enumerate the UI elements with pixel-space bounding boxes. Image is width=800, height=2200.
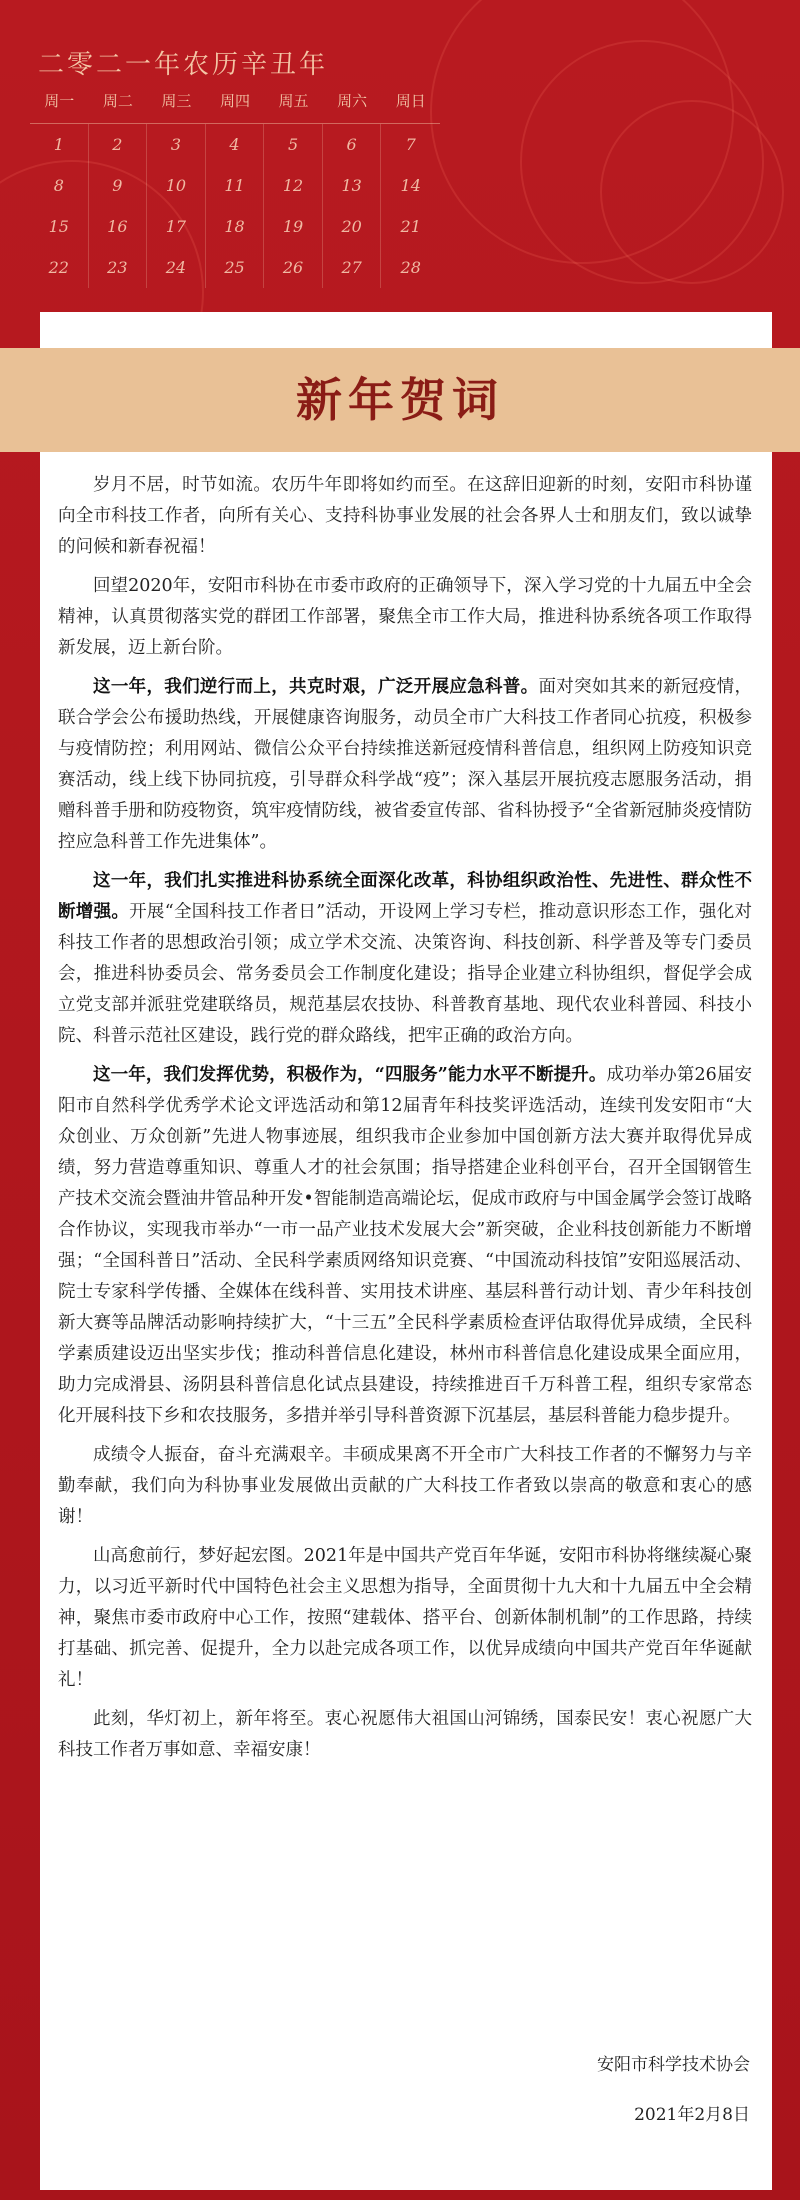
calendar-day: 2 — [89, 124, 148, 165]
calendar-day: 20 — [323, 206, 382, 247]
calendar-weekday: 周六 — [323, 80, 382, 124]
calendar-day: 5 — [264, 124, 323, 165]
paragraph-text: 面对突如其来的新冠疫情，联合学会公布援助热线，开展健康咨询服务，动员全市广大科技工作者同心抗疫，积极参与疫情防控；利用网站、微信公众平台持续推送新冠疫情科普信息，组织网上防疫知识竞赛活动，线上线下协同抗疫，引导群众科学战“疫”；深入基层开展抗疫志愿服务活动，捐赠科普手册和防疫物资，筑牢疫情防线，被省委宣传部、省科协授予“全省新冠肺炎疫情防控应急科普工作先进集体”。 — [58, 677, 752, 852]
page-title: 新年贺词 — [296, 373, 504, 427]
calendar-title: 二零二一年农历辛丑年 — [38, 50, 329, 80]
calendar-day: 8 — [30, 165, 89, 206]
calendar-day: 3 — [147, 124, 206, 165]
calendar-day: 1 — [30, 124, 89, 165]
paragraph-text: 回望2020年，安阳市科协在市委市政府的正确领导下，深入学习党的十九届五中全会精神，认真贯彻落实党的群团工作部署，聚焦全市工作大局，推进科协系统各项工作取得新发展，迈上新台阶。 — [58, 576, 752, 658]
body-paragraph — [58, 866, 752, 1052]
calendar-day: 17 — [147, 206, 206, 247]
calendar-day: 23 — [89, 247, 148, 288]
calendar-weekday: 周五 — [264, 80, 323, 124]
calendar-day: 24 — [147, 247, 206, 288]
calendar-day: 28 — [400, 258, 421, 277]
calendar-day: 11 — [206, 165, 265, 206]
calendar-day: 19 — [264, 206, 323, 247]
paragraph-lead: 这一年，我们扎实推进科协系统全面深化改革，科协组织政治性、先进性、群众性不断增强。 — [58, 871, 752, 922]
calendar-day: 15 — [30, 206, 89, 247]
calendar-weekday: 周三 — [147, 80, 206, 124]
paragraph-text: 岁月不居，时节如流。农历牛年即将如约而至。在这辞旧迎新的时刻，安阳市科协谨向全市科技工作者，向所有关心、支持科协事业发展的社会各界人士和朋友们，致以诚挚的问候和新春祝福！ — [58, 475, 752, 557]
paragraph-lead: 这一年，我们逆行而上，共克时艰，广泛开展应急科普。 — [93, 677, 539, 697]
calendar-day: 22 — [30, 247, 89, 288]
calendar-day: 16 — [89, 206, 148, 247]
paragraph-text: 此刻，华灯初上，新年将至。衷心祝愿伟大祖国山河锦绣，国泰民安！衷心祝愿广大科技工作者万事如意、幸福安康！ — [58, 1709, 752, 1760]
calendar-day: 4 — [206, 124, 265, 165]
calendar-day: 12 — [264, 165, 323, 206]
calendar-day: 14 — [400, 176, 421, 195]
calendar-day: 21 — [400, 217, 421, 236]
calendar-day: 18 — [206, 206, 265, 247]
calendar-day: 25 — [206, 247, 265, 288]
paragraph-text: 成绩令人振奋，奋斗充满艰辛。丰硕成果离不开全市广大科技工作者的不懈努力与辛勤奉献，我们向为科协事业发展做出贡献的广大科技工作者致以崇高的敬意和衷心的感谢！ — [58, 1445, 752, 1527]
calendar-day: 9 — [89, 165, 148, 206]
calendar-weekday: 周二 — [89, 80, 148, 124]
title-banner — [0, 348, 800, 452]
calendar-day: 13 — [323, 165, 382, 206]
greeting-body — [58, 470, 752, 1774]
paragraph-lead: 这一年，我们发挥优势，积极作为，“四服务”能力水平不断提升。 — [93, 1065, 607, 1085]
calendar-day: 27 — [323, 247, 382, 288]
paragraph-text: 成功举办第26届安阳市自然科学优秀学术论文评选活动和第12届青年科技奖评选活动，连续刊发安阳市“大众创业、万众创新”先进人物事迹展，组织我市企业参加中国创新方法大赛并取得优异成绩，努力营造尊重知识、尊重人才的社会氛围；指导搭建企业科创平台，召开全国钢管生产技术交流会暨油井管品种开发•智能制造高端论坛，促成市政府与中国金属学会签订战略合作协议，实现我市举办“一市一品产业技术发展大会”新突破，企业科技创新能力不断增强；“全国科普日”活动、全民科学素质网络知识竞赛、“中国流动科技馆”安阳巡展活动、院士专家科学传播、全媒体在线科普、实用技术讲座、基层科普行动计划、青少年科技创新大赛等品牌活动影响持续扩大，“十三五”全民科学素质检查评估取得优异成绩，全民科学素质建设迈出坚实步伐；推动科普信息化建设，林州市科普信息化建设成果全面应用，助力完成滑县、汤阴县科普信息化试点县建设，持续推进百千万科普工程，组织专家常态化开展科技下乡和农技服务，多措并举引导科普资源下沉基层，基层科普能力稳步提升。 — [58, 1065, 752, 1426]
calendar-weekday: 周日 — [381, 80, 440, 124]
body-paragraph — [58, 672, 752, 858]
calendar-day: 7 — [405, 135, 416, 154]
body-paragraph — [58, 1440, 752, 1533]
swirl-decoration — [600, 100, 784, 284]
body-paragraph — [58, 571, 752, 664]
paragraph-text: 开展“全国科技工作者日”活动，开设网上学习专栏，推动意识形态工作，强化对科技工作者的思想政治引领；成立学术交流、决策咨询、科技创新、科学普及等专门委员会，推进科协委员会、常务委员会工作制度化建设；指导企业建立科协组织，督促学会成立党支部并派驻党建联络员，规范基层农技协、科普教育基地、现代农业科普园、科技小院、科普示范社区建设，践行党的群众路线，把牢正确的政治方向。 — [58, 902, 753, 1046]
body-paragraph — [58, 1541, 752, 1696]
paragraph-text: 山高愈前行，梦好起宏图。2021年是中国共产党百年华诞，安阳市科协将继续凝心聚力，以习近平新时代中国特色社会主义思想为指导，全面贯彻十九大和十九届五中全会精神，聚焦市委市政府中心工作，按照“建载体、搭平台、创新体制机制”的工作思路，持续打基础、抓完善、促提升，全力以赴完成各项工作，以优异成绩向中国共产党百年华诞献礼！ — [58, 1546, 752, 1690]
calendar-grid — [30, 80, 440, 288]
signature-date: 2021年2月8日 — [634, 2105, 750, 2125]
calendar-day: 10 — [147, 165, 206, 206]
calendar-weekday: 周一 — [30, 80, 89, 124]
calendar-day: 26 — [264, 247, 323, 288]
body-paragraph — [58, 1060, 752, 1432]
calendar-weekday: 周四 — [206, 80, 265, 124]
body-paragraph — [58, 1704, 752, 1766]
signature-org: 安阳市科学技术协会 — [597, 2055, 750, 2075]
calendar-day: 6 — [323, 124, 382, 165]
body-paragraph — [58, 470, 752, 563]
